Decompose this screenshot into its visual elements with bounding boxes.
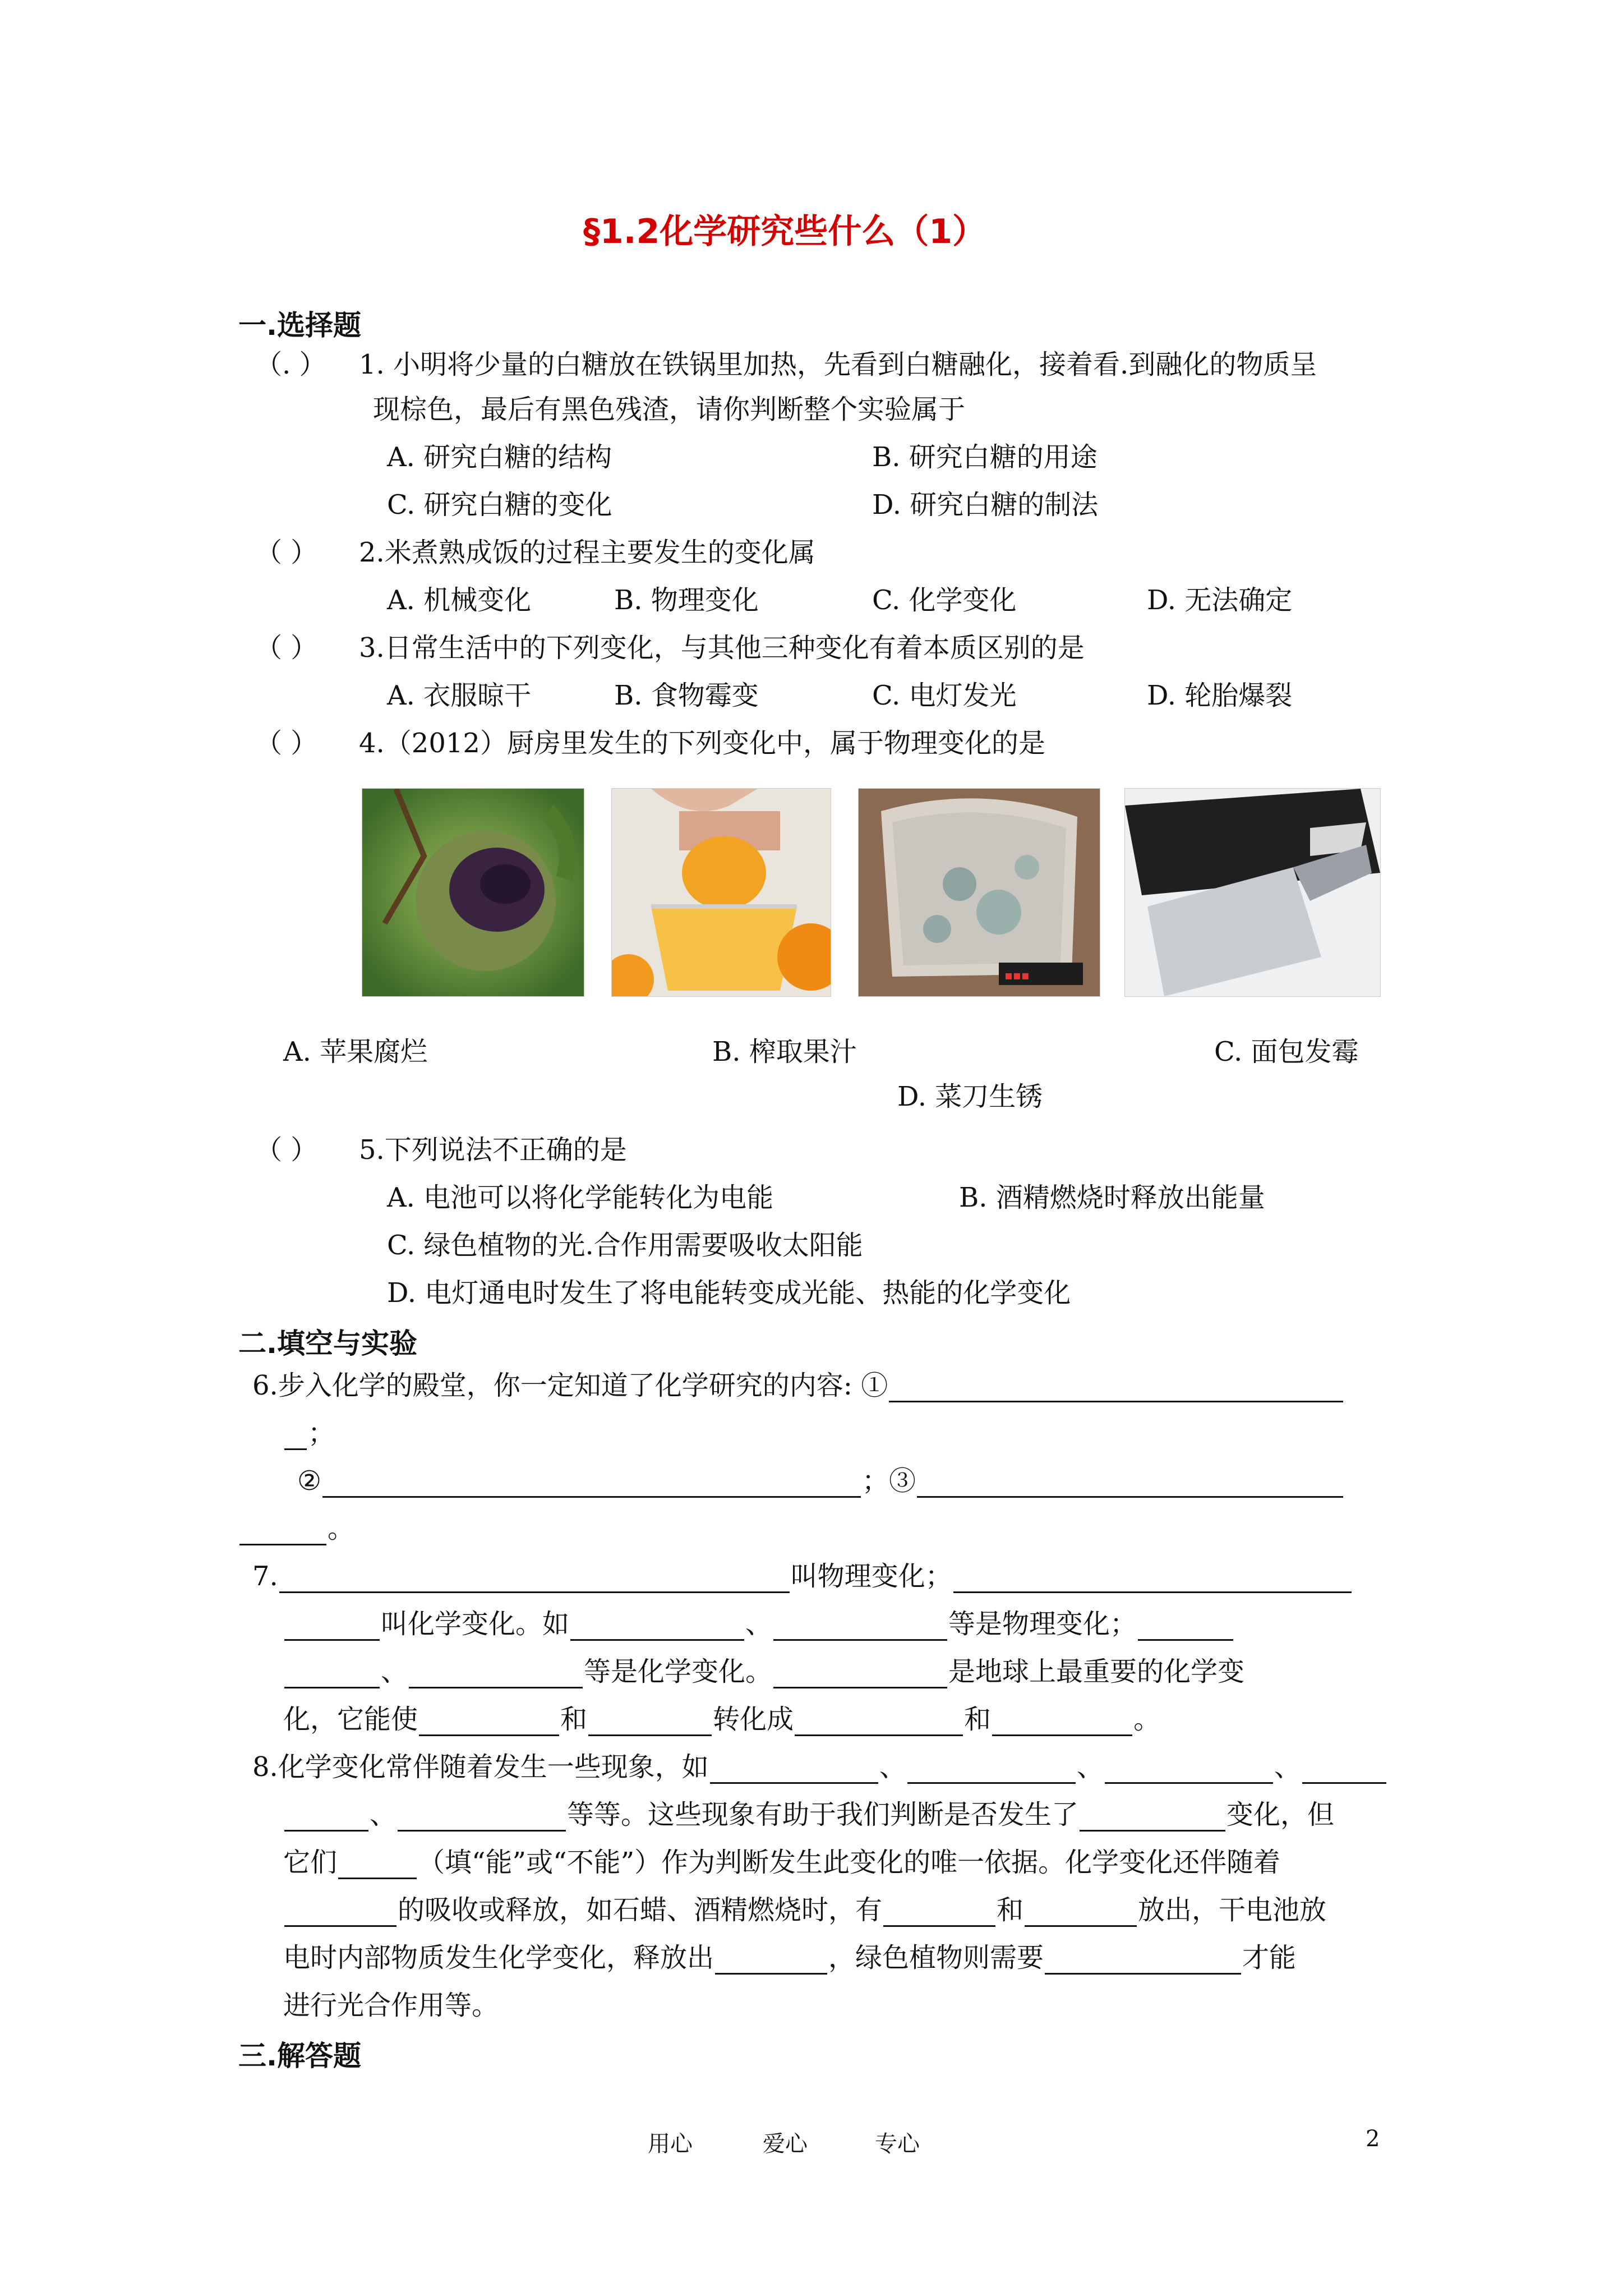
q4-option-a: A. 苹果腐烂 [283,1036,428,1068]
q8-line5: 电时内部物质发生化学变化，释放出 ，绿色植物则需要 才能 [283,1942,1297,1973]
q6-stem: 6.步入化学的殿堂，你一定知道了化学研究的内容: ① [252,1370,888,1401]
q8-blank-plant-needs[interactable] [1045,1948,1241,1975]
q2-stem: 2.米煮熟成饭的过程主要发生的变化属 [359,537,815,568]
q7-line3: 、 等是化学变化。 是地球上最重要的化学变 [283,1655,1244,1688]
q8-blank-release-2[interactable] [1025,1901,1137,1927]
q4-option-b: B. 榨取果汁 [712,1036,857,1068]
section-heading-choice: 一.选择题 [238,309,361,342]
q4-stem: 4.（2012）厨房里发生的下列变化中，属于物理变化的是 [359,728,1045,759]
q7-blank-reactant-1[interactable] [419,1710,559,1736]
q3-option-c: C. 电灯发光 [872,680,1017,711]
q3-stem: 3.日常生活中的下列变化，与其他三种变化有着本质区别的是 [359,632,1085,664]
q6-blank-3[interactable] [917,1471,1343,1498]
q4-option-d: D. 菜刀生锈 [897,1081,1043,1112]
q8-blank-change-type[interactable] [1080,1805,1225,1832]
svg-text:▪▪▪: ▪▪▪ [1004,969,1030,983]
q3-option-b: B. 食物霉变 [614,680,759,711]
q8-blank-phenomenon-2[interactable] [907,1757,1076,1784]
q1-option-b: B. 研究白糖的用途 [872,441,1098,473]
q4-paren: （ ） [255,728,318,759]
q2-option-d: D. 无法确定 [1147,585,1293,616]
q8-line1: 8.化学变化常伴随着发生一些现象，如 、 、 、 [252,1750,1387,1784]
q1-option-d: D. 研究白糖的制法 [872,489,1099,521]
q8-line2: 、 等等。这些现象有助于我们判断是否发生了 变化，但 [283,1798,1334,1832]
q7-blank-chem-ex-2[interactable] [409,1662,583,1688]
q7-blank-chemical-def-cont[interactable] [284,1614,380,1641]
q7-blank-physical-def[interactable] [279,1567,790,1593]
q8-blank-battery-release[interactable] [715,1948,827,1975]
q1-stem-line2: 现棕色，最后有黑色残渣，请你判断整个实验属于 [373,394,966,425]
q8-blank-phenomenon-3[interactable] [1105,1757,1273,1784]
juicer-image [611,788,831,997]
q8-blank-phenomenon-4-cont[interactable] [284,1805,368,1832]
q2-option-a: A. 机械变化 [387,585,532,616]
q6-blank-1[interactable] [889,1376,1343,1402]
rotten-apple-image [362,788,584,997]
q3-option-d: D. 轮胎爆裂 [1147,680,1293,711]
q8-blank-can-or-cannot[interactable] [338,1853,417,1879]
q5-stem: 5.下列说法不正确的是 [359,1134,627,1166]
q8-line4: 的吸收或释放，如石蜡、酒精燃烧时，有 和 放出，干电池放 [283,1893,1326,1927]
q7-blank-product-2[interactable] [992,1710,1132,1736]
q6-line1 [252,1369,1344,1402]
moldy-bread-image [858,788,1100,997]
q6-line2: ； [283,1416,335,1450]
q7-blank-chem-ex-1[interactable] [1138,1614,1233,1641]
q8-line3: 它们 （填“能”或“不能”）作为判断发生此变化的唯一依据。化学变化还伴随着 [283,1847,1281,1878]
kitchen-knife-image [1124,788,1381,997]
q7-line4: 化，它能使 和 转化成 和 。 [283,1704,1161,1735]
footer-text-1: 用心 [648,2131,693,2157]
q6-blank-3-cont[interactable] [239,1519,326,1545]
q7-blank-phys-ex-1[interactable] [570,1614,744,1641]
q1-option-c: C. 研究白糖的变化 [387,489,612,521]
q8-blank-release-1[interactable] [883,1901,995,1927]
q3-option-a: A. 衣服晾干 [387,680,532,711]
q6-line4: 。 [238,1512,354,1545]
q5-option-b: B. 酒精燃烧时释放出能量 [959,1182,1265,1213]
page-title: §1.2化学研究些什么（1） [583,212,986,251]
q1-stem-line1: 1. 小明将少量的白糖放在铁锅里加热，先看到白糖融化，接着看.到融化的物质呈 [359,349,1317,380]
q6-blank-2[interactable] [322,1471,861,1498]
q8-blank-phenomenon-1[interactable] [710,1757,878,1784]
q5-option-c: C. 绿色植物的光.合作用需要吸收太阳能 [387,1230,863,1261]
q2-option-c: C. 化学变化 [872,585,1017,616]
q7-blank-chemical-def[interactable] [953,1567,1352,1593]
q7-line1: 7. 叫物理变化； [252,1559,1353,1593]
page-number: 2 [1366,2126,1380,2152]
q5-option-d: D. 电灯通电时发生了将电能转变成光能、热能的化学变化 [387,1277,1071,1309]
q7-line2: 叫化学变化。如 、 等是物理变化； [283,1607,1234,1641]
q6-line3: ② ；③ [297,1464,1344,1498]
q8-blank-energy[interactable] [284,1901,396,1927]
q7-blank-most-important[interactable] [773,1662,947,1688]
q5-paren: （ ） [255,1134,318,1166]
q7-blank-phys-ex-2[interactable] [773,1614,947,1641]
q1-paren: （. ） [255,349,326,380]
q8-blank-phenomenon-5[interactable] [398,1805,566,1832]
q7-blank-chem-ex-1-cont[interactable] [284,1662,380,1688]
q1-option-a: A. 研究白糖的结构 [387,441,612,473]
q4-option-c: C. 面包发霉 [1214,1036,1359,1068]
footer-text-3: 专心 [875,2131,920,2157]
q2-paren: （ ） [255,537,318,568]
section-heading-answer: 三.解答题 [238,2040,361,2072]
q6-blank-1-cont[interactable] [284,1424,307,1450]
q7-blank-product-1[interactable] [795,1710,963,1736]
footer-text-2: 爱心 [763,2131,808,2157]
q7-blank-reactant-2[interactable] [588,1710,712,1736]
q8-blank-phenomenon-4[interactable] [1302,1757,1386,1784]
section-heading-fill: 二.填空与实验 [238,1327,417,1360]
q5-option-a: A. 电池可以将化学能转化为电能 [387,1182,774,1213]
q3-paren: （ ） [255,632,318,664]
q8-line6: 进行光合作用等。 [283,1990,499,2021]
q2-option-b: B. 物理变化 [614,585,759,616]
